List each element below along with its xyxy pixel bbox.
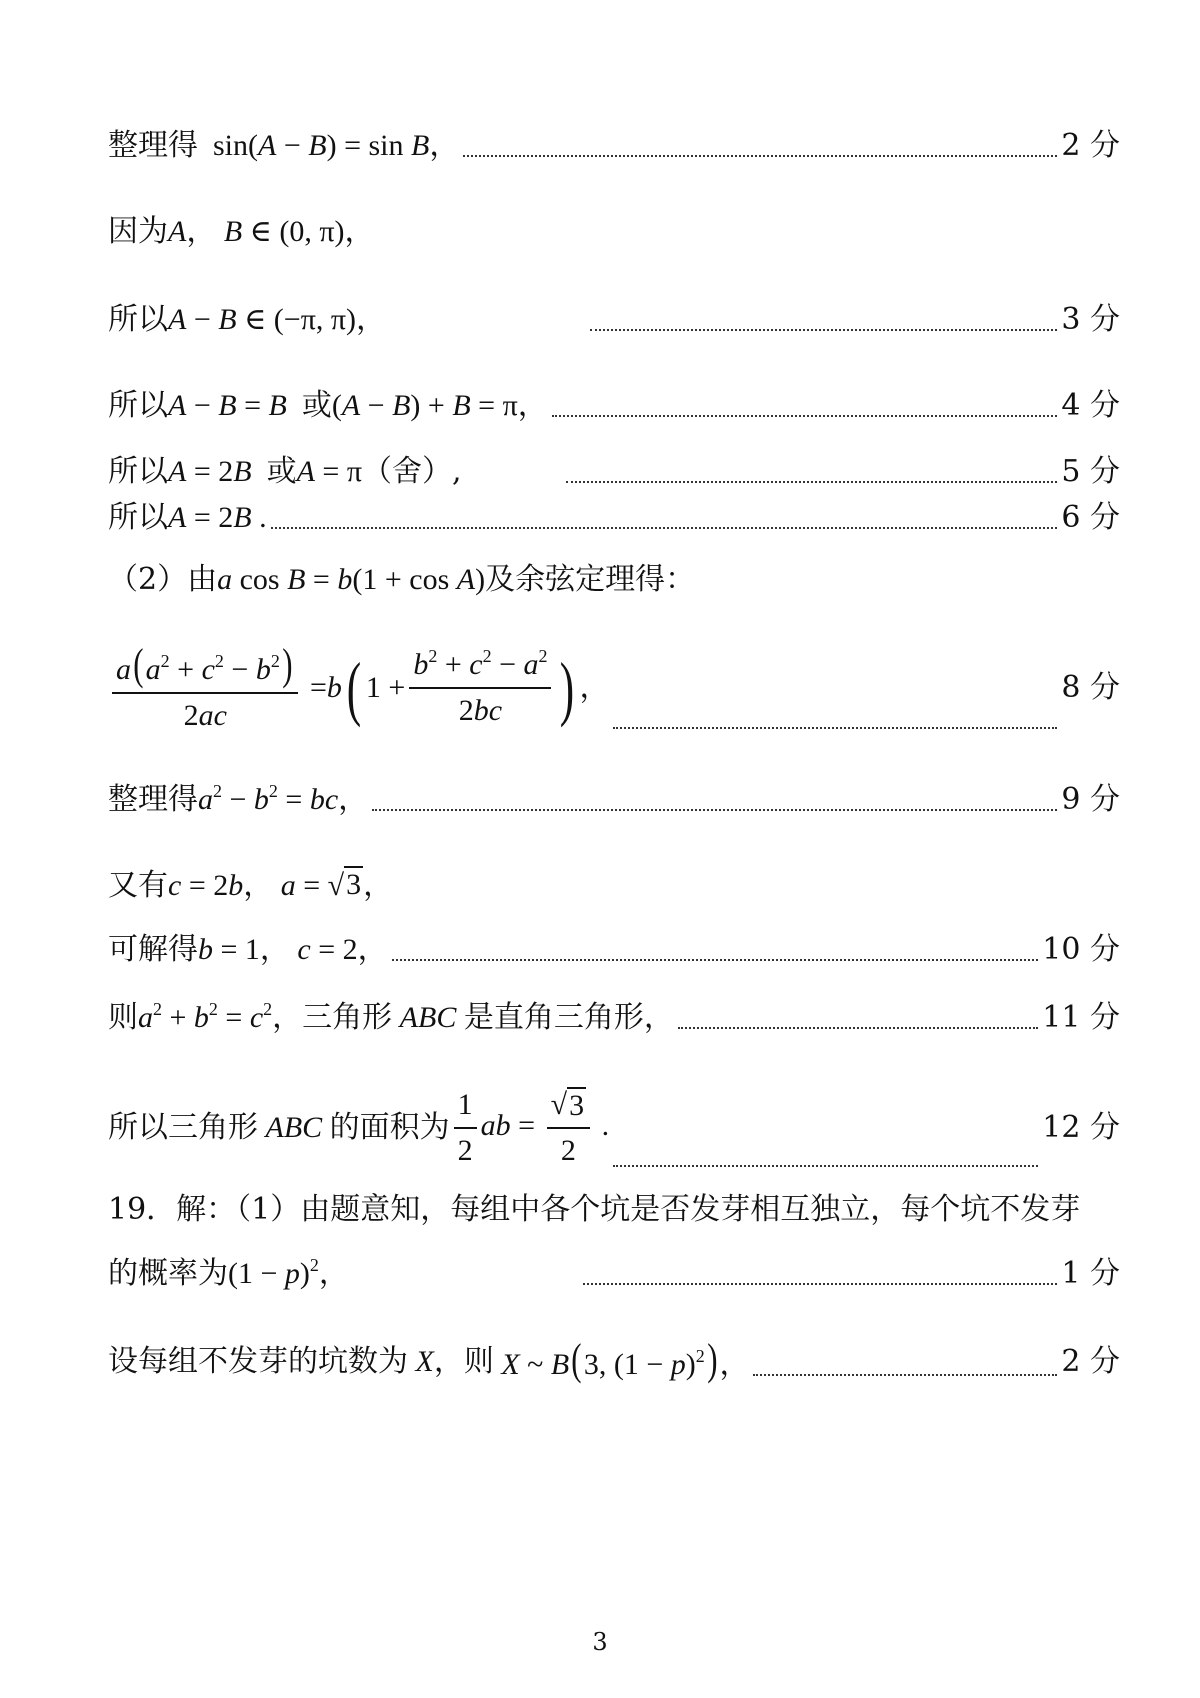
line-text: 所以 <box>108 302 168 337</box>
line-9 <box>108 780 1120 820</box>
line-text: 及余弦定理得： <box>485 562 696 597</box>
line-4 <box>108 386 1120 426</box>
line-text: 或 <box>266 454 297 489</box>
score-label: 3 分 <box>1061 302 1120 337</box>
math-expression: X <box>408 1344 434 1378</box>
line-text: 或 <box>301 388 332 423</box>
line-text: （2）由 <box>108 562 218 597</box>
leader-dots <box>590 329 1057 331</box>
line-15 <box>108 1254 1120 1294</box>
math-expression: A <box>168 215 187 248</box>
math-expression: A − B = B <box>168 389 287 422</box>
leader-dots <box>678 1027 1038 1029</box>
line-text: ， <box>186 214 217 249</box>
line-text: 因为 <box>108 214 168 249</box>
line-text: 的概率为 <box>108 1256 228 1291</box>
line-5 <box>108 452 1120 492</box>
score-label: 2 分 <box>1061 128 1120 163</box>
line-2 <box>108 212 1120 252</box>
math-expression: (A − B) + B = π， <box>331 389 548 422</box>
math-expression: $\frac{1}{2}$ ab = √ 3 2 . <box>450 1087 609 1169</box>
line-text: 设每组不发芽的坑数为 <box>108 1343 408 1379</box>
score-label: 10 分 <box>1042 932 1120 967</box>
math-expression: A − B ∈ (−π, π)， <box>168 303 386 336</box>
leader-dots <box>566 481 1058 483</box>
line-3 <box>108 300 1120 340</box>
math-expression: A = 2B <box>168 455 252 488</box>
math-expression: A = 2B . <box>168 501 267 534</box>
line-6 <box>108 498 1120 538</box>
score-label: 1 分 <box>1061 1256 1120 1291</box>
score-label: 6 分 <box>1061 500 1120 535</box>
line-text: 整理得 <box>108 782 198 817</box>
line-text: 的面积为 <box>329 1110 450 1145</box>
math-expression: $a^2 - b^2$ = bc， <box>198 781 369 816</box>
line-16 <box>108 1335 1120 1385</box>
line-text: 所以三角形 <box>108 1110 258 1145</box>
leader-dots <box>613 1165 1038 1167</box>
line-text: 所以 <box>108 500 168 535</box>
line-text: 所以 <box>108 388 168 423</box>
math-expression: B ∈ (0, π)， <box>223 215 375 248</box>
problem-19-statement: 19．解：（1）由题意知，每组中各个坑是否发芽相互独立，每个坑不发芽 <box>108 1192 1081 1227</box>
line-7 <box>108 560 1120 600</box>
line-8 <box>108 638 1120 738</box>
line-text: 整理得 <box>108 128 198 163</box>
line-13 <box>108 1080 1120 1176</box>
score-label: 5 分 <box>1061 454 1120 489</box>
math-expression: X ~ B(3, $(1 - p)^2$)， <box>501 1335 750 1384</box>
math-expression: ABC <box>258 1111 330 1144</box>
leader-dots <box>583 1283 1057 1285</box>
leader-dots <box>463 155 1057 157</box>
score-label: 2 分 <box>1061 1343 1120 1379</box>
score-label: 12 分 <box>1042 1110 1120 1145</box>
leader-dots <box>552 415 1058 417</box>
leader-dots <box>392 959 1039 961</box>
score-label: 11 分 <box>1042 1000 1120 1035</box>
score-label: 4 分 <box>1061 388 1120 423</box>
line-10 <box>108 866 1120 906</box>
math-expression: $\frac{a(a^2 + c^2 - b^2)}{2ac}$ = b ( 1 + $\frac{b^2 + c^2 - a^2}{2bc}$ ) ， <box>108 643 609 734</box>
leader-dots <box>613 727 1057 729</box>
leader-dots <box>753 1374 1057 1376</box>
line-text: ，则 <box>433 1343 494 1379</box>
line-text: （舍）, <box>361 454 462 489</box>
line-text: 则 <box>108 1000 138 1035</box>
line-11 <box>108 930 1120 970</box>
line-text: ，三角形 <box>272 1000 393 1035</box>
line-text: 可解得 <box>108 932 198 967</box>
score-label: 9 分 <box>1061 782 1120 817</box>
line-text: 是直角三角形， <box>463 1000 674 1035</box>
page-number: 3 <box>592 1628 608 1656</box>
line-1 <box>108 126 1120 166</box>
line-14 <box>108 1190 1120 1230</box>
line-text: 又有 <box>108 868 168 903</box>
math-expression: ABC <box>392 1001 464 1034</box>
math-expression: A = π <box>296 455 362 488</box>
score-label: 8 分 <box>1061 670 1120 705</box>
line-12 <box>108 998 1120 1038</box>
math-expression: a cos B = b(1 + cos A) <box>217 563 486 596</box>
math-expression: c = 2b， a = √ 3 ， <box>168 868 394 902</box>
math-expression: b = 1， c = 2， <box>198 933 388 966</box>
line-text: 所以 <box>108 454 168 489</box>
leader-dots <box>271 527 1058 529</box>
leader-dots <box>372 809 1057 811</box>
math-expression: $(1 - p)^2$， <box>228 1255 349 1290</box>
math-expression: $a^2 + b^2 = c^2$ <box>138 999 273 1034</box>
math-expression: sin(A − B) = sin B， <box>198 129 460 162</box>
